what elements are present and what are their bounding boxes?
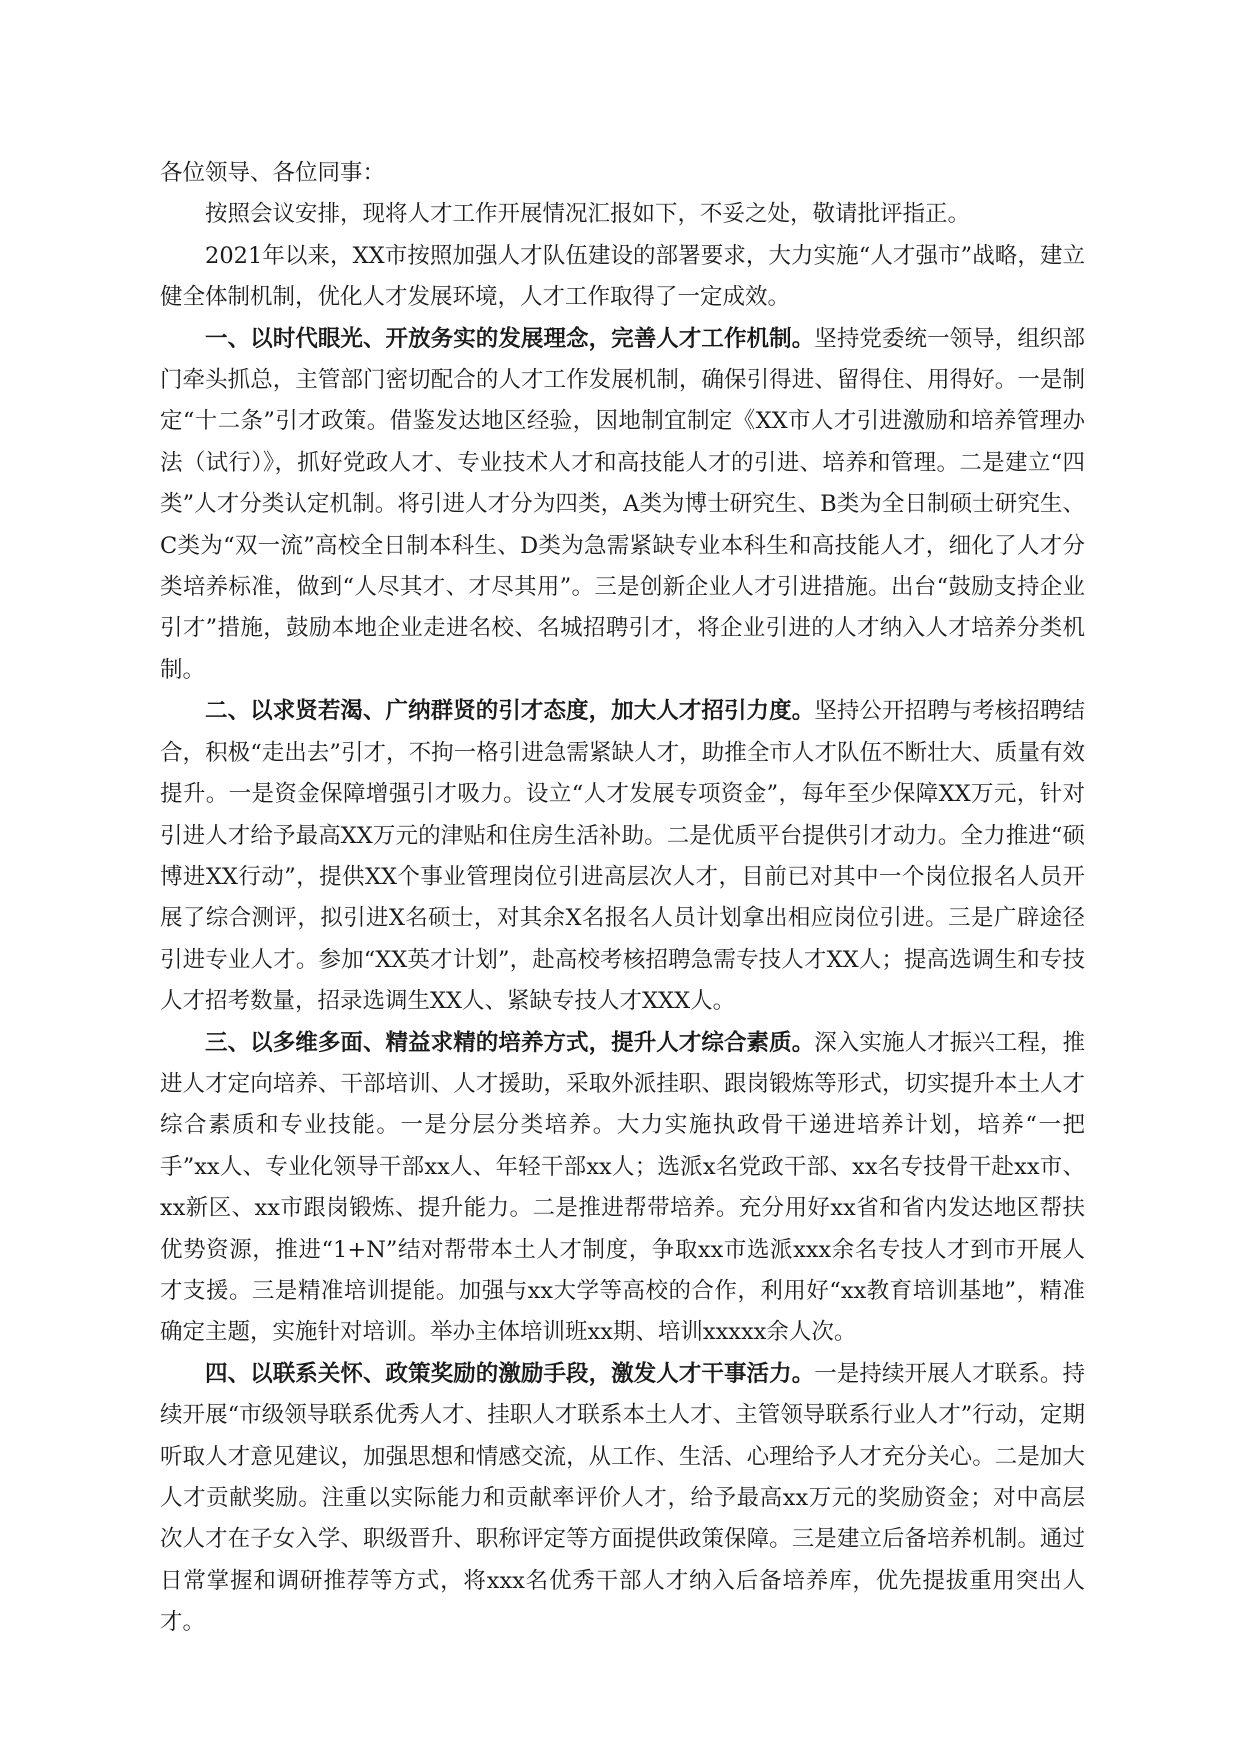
section-3-body: 深入实施人才振兴工程，推进人才定向培养、干部培训、人才援助，采取外派挂职、跟岗锻炼等形式，切实提升本土人才综合素质和专业技能。一是分层分类培养。大力实施执政骨干递进培养计划，培养“一把手”xx人、专业化领导干部xx人、年轻干部xx人；选派x名党政干部、xx名专技骨干赴xx市、xx新区、xx市跟岗锻炼、提升能力。二是推进帮带培养。充分用好xx省和省内发达地区帮扶优势资源，推进“1+N”结对帮带本土人才制度，争取xx市选派xxx余名专技人才到市开展人才支援。三是精准培训提能。加强与xx大学等高校的合作，利用好“xx教育培训基地”，精准确定主题，实施针对培训。举办主体培训班xx期、培训xxxxx余人次。: [160, 1029, 1085, 1346]
document-page: [160, 153, 1085, 1644]
section-1-body: 坚持党委统一领导，组织部门牵头抓总，主管部门密切配合的人才工作发展机制，确保引得进、留得住、用得好。一是制定“十二条”引才政策。借鉴发达地区经验，因地制宜制定《XX市人才引进激励和培养管理办法（试行）》，抓好党政人才、专业技术人才和高技能人才的引进、培养和管理。二是建立“四类”人才分类认定机制。将引进人才分为四类，A类为博士研究生、B类为全日制硕士研究生、C类为“双一流”高校全日制本科生、D类为急需紧缺专业本科生和高技能人才，细化了人才分类培养标准，做到“人尽其才、才尽其用”。三是创新企业人才引进措施。出台“鼓励支持企业引才”措施，鼓励本地企业走进名校、名城招聘引才，将企业引进的人才纳入人才培养分类机制。: [160, 325, 1085, 683]
section-2-body: 坚持公开招聘与考核招聘结合，积极“走出去”引才，不拘一格引进急需紧缺人才，助推全市人才队伍不断壮大、质量有效提升。一是资金保障增强引才吸力。设立“人才发展专项资金”，每年至少保障XX万元，针对引进人才给予最高XX万元的津贴和住房生活补助。二是优质平台提供引才动力。全力推进“硕博进XX行动”，提供XX个事业管理岗位引进高层次人才，目前已对其中一个岗位报名人员开展了综合测评，拟引进X名硕士，对其余X名报名人员计划拿出相应岗位引进。三是广辟途径引进专业人才。参加“XX英才计划”，赴高校考核招聘急需专技人才XX人；提高选调生和专技人才招考数量，招录选调生XX人、紧缺专技人才XXX人。: [160, 698, 1085, 1015]
section-1-paragraph: [160, 319, 1085, 692]
intro-paragraph-2: 2021年以来，XX市按照加强人才队伍建设的部署要求，大力实施“人才强市”战略，建立健全体制机制，优化人才发展环境，人才工作取得了一定成效。: [160, 242, 1085, 311]
section-2-heading: 二、以求贤若渴、广纳群贤的引才态度，加大人才招引力度。: [205, 698, 815, 725]
section-3-paragraph: [160, 1023, 1085, 1354]
section-4-body: 一是持续开展人才联系。持续开展“市级领导联系优秀人才、挂职人才联系本土人才、主管领导联系行业人才”行动，定期听取人才意见建议，加强思想和情感交流，从工作、生活、心理给予人才充分关心。二是加大人才贡献奖励。注重以实际能力和贡献率评价人才，给予最高xx万元的奖励资金；对中高层次人才在子女入学、职级晋升、职称评定等方面提供政策保障。三是建立后备培养机制。通过日常掌握和调研推荐等方式，将xxx名优秀干部人才纳入后备培养库，优先提拔重用突出人才。: [160, 1360, 1085, 1636]
section-4-heading: 四、以联系关怀、政策奖励的激励手段，激发人才干事活力。: [205, 1360, 815, 1387]
salutation: 各位领导、各位同事：: [160, 160, 386, 186]
section-4-paragraph: [160, 1354, 1085, 1644]
section-3-heading: 三、以多维多面、精益求精的培养方式，提升人才综合素质。: [205, 1029, 815, 1056]
intro-paragraph-1: 按照会议安排，现将人才工作开展情况汇报如下，不妥之处，敬请批评指正。: [205, 201, 971, 228]
section-1-heading: 一、以时代眼光、开放务实的发展理念，完善人才工作机制。: [205, 325, 815, 352]
section-2-paragraph: [160, 691, 1085, 1022]
